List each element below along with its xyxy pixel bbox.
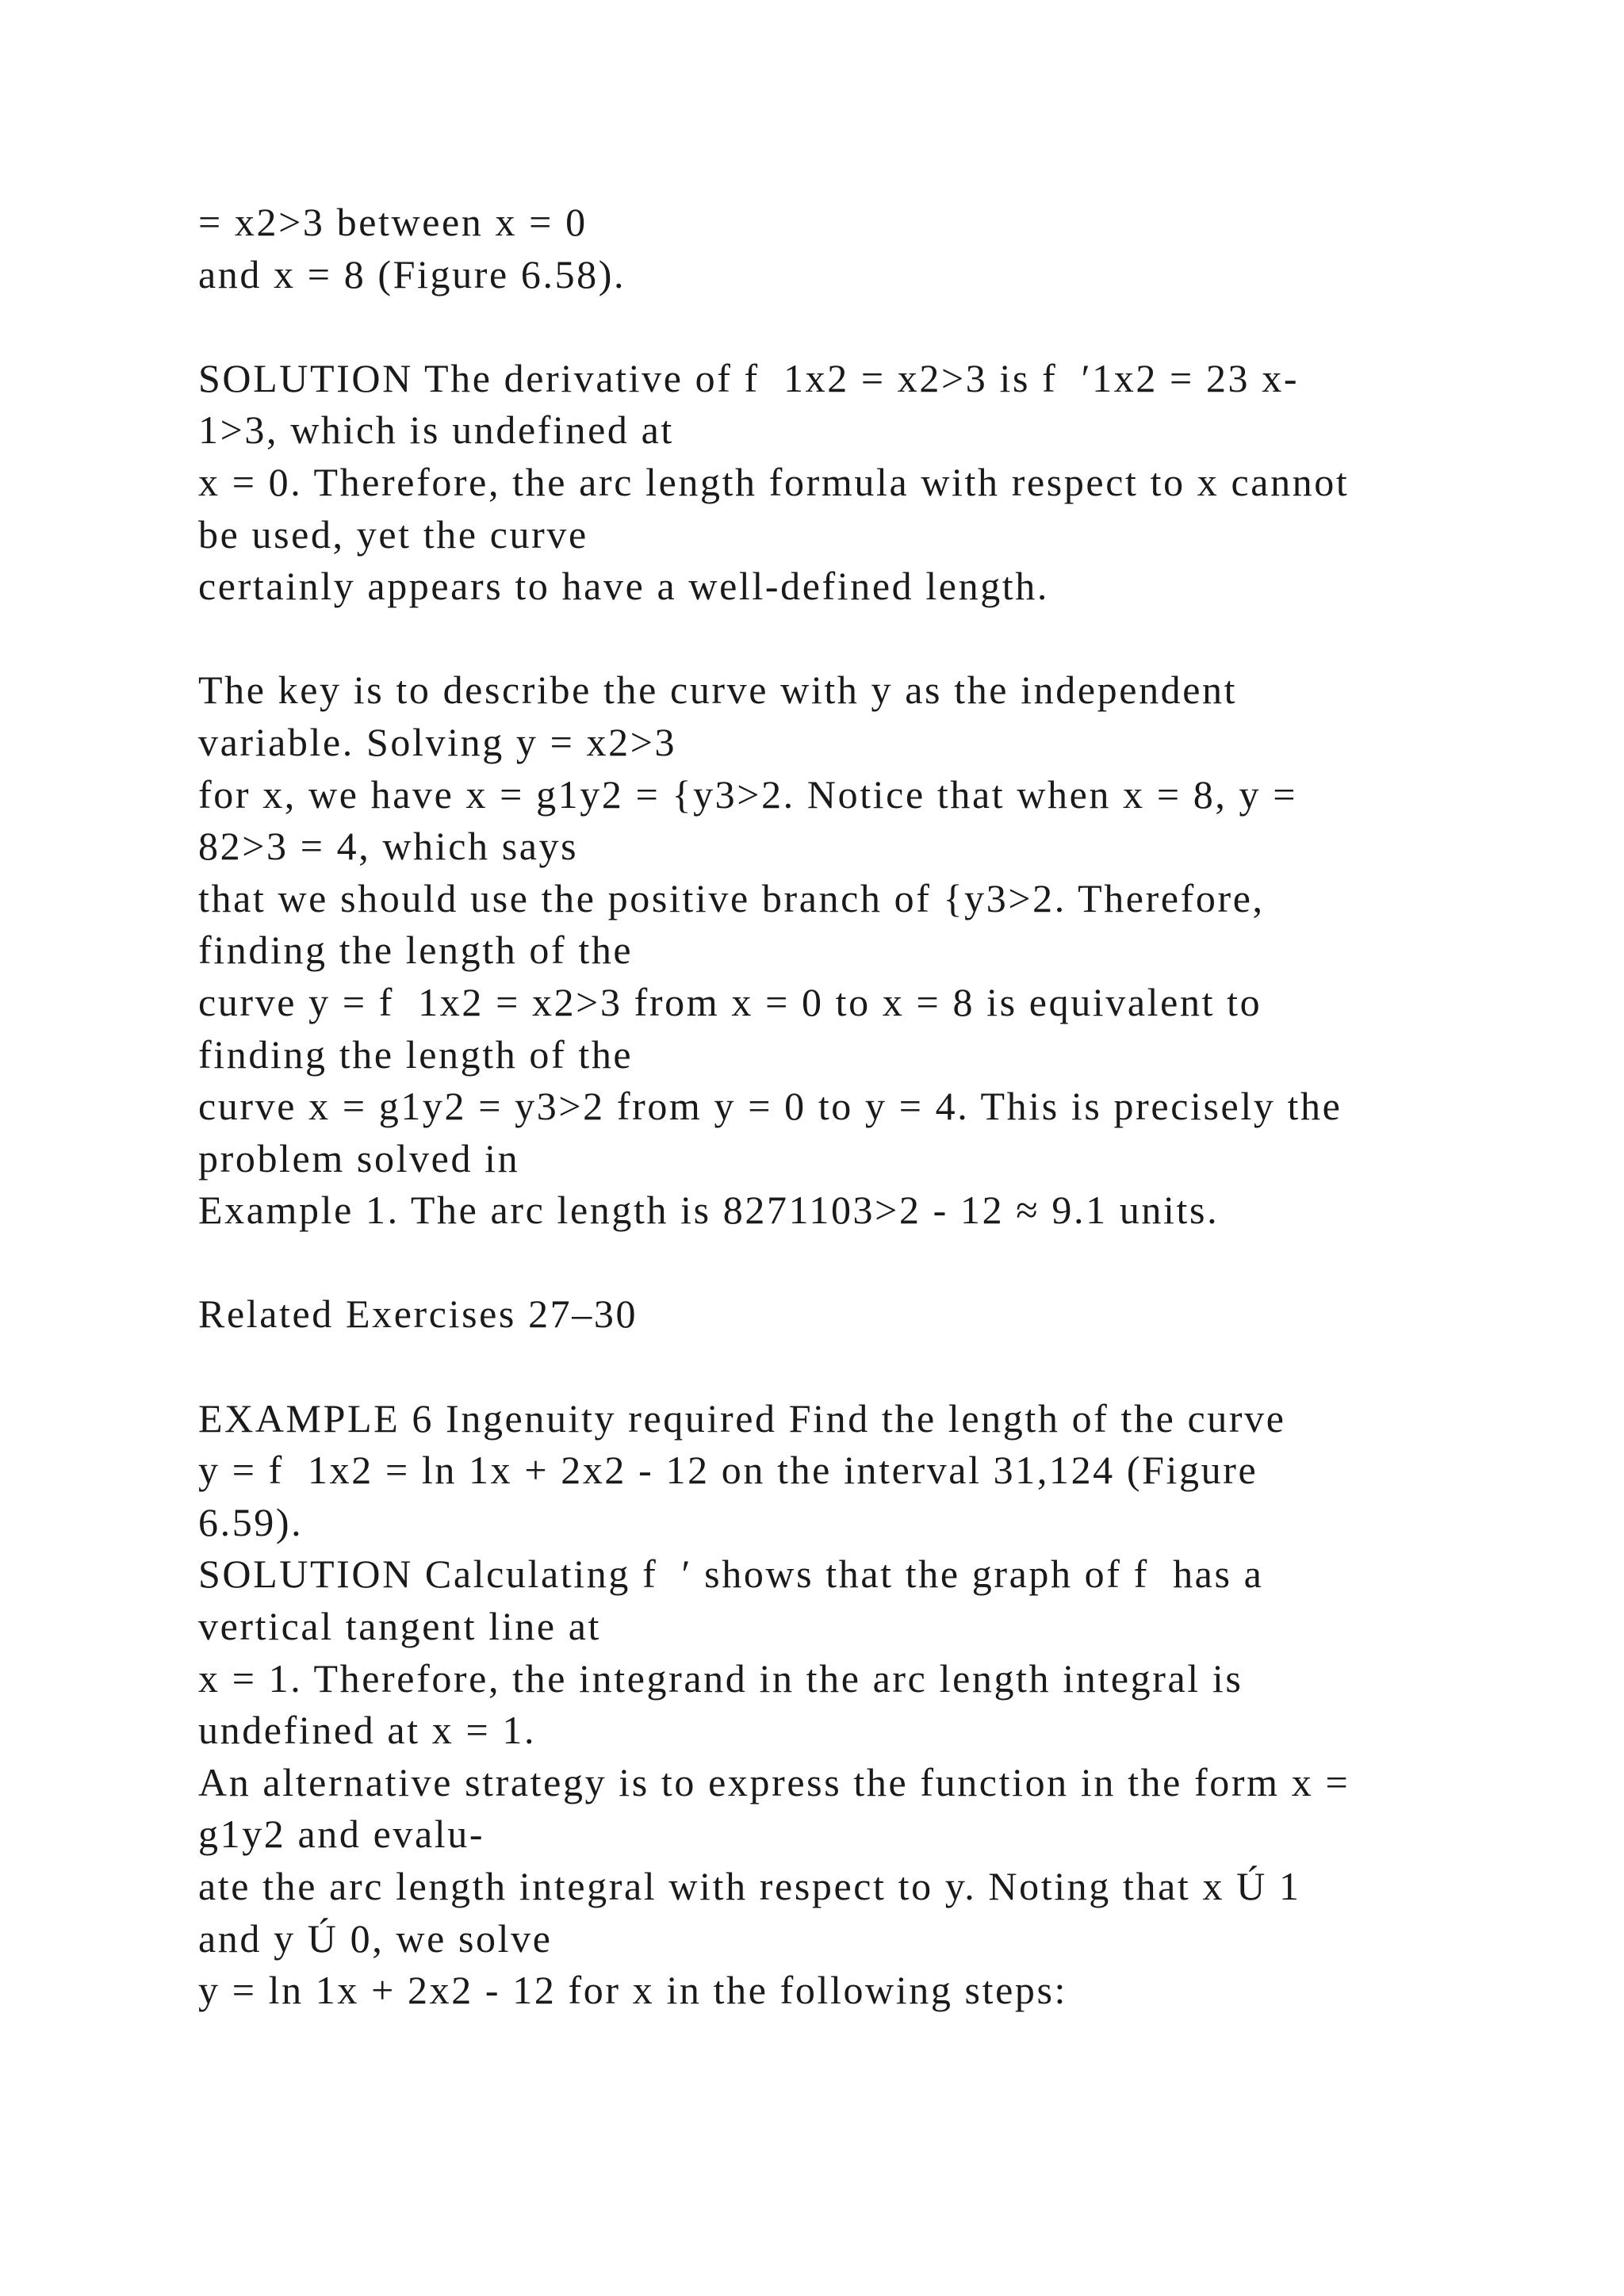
- text-line: variable. Solving y = x2>3: [198, 719, 677, 764]
- blank-line: [198, 300, 1530, 353]
- text-line: Example 1. The arc length is 8271103>2 - 12 ≈ 9.1 units.: [198, 1188, 1220, 1233]
- text-line: be used, yet the curve: [198, 511, 588, 557]
- text-line: curve x = g1y2 = y3>2 from y = 0 to y = 4. This is precisely the: [198, 1084, 1342, 1129]
- text-line: undefined at x = 1.: [198, 1708, 537, 1753]
- text-line: x = 0. Therefore, the arc length formula with respect to x cannot: [198, 459, 1350, 504]
- text-line: and y Ú 0, we solve: [198, 1915, 553, 1961]
- text-line: and x = 8 (Figure 6.58).: [198, 251, 626, 297]
- example-heading: EXAMPLE 6 Ingenuity required Find the length of the curve: [198, 1395, 1286, 1441]
- text-line: The key is to describe the curve with y as the independent: [198, 668, 1238, 713]
- text-line: for x, we have x = g1y2 = {y3>2. Notice that when x = 8, y =: [198, 771, 1298, 817]
- blank-line: [198, 1341, 1530, 1393]
- related-exercises: Related Exercises 27–30: [198, 1292, 638, 1337]
- document-text: [198, 197, 1530, 2017]
- text-line: ate the arc length integral with respect to y. Noting that x Ú 1: [198, 1864, 1301, 1908]
- text-line: vertical tangent line at: [198, 1604, 602, 1649]
- text-line: certainly appears to have a well-defined length.: [198, 564, 1049, 609]
- text-line: An alternative strategy is to express the function in the form x =: [198, 1759, 1350, 1804]
- text-line: = x2>3 between x = 0: [198, 200, 588, 244]
- text-line: 1>3, which is undefined at: [198, 408, 674, 453]
- text-line: curve y = f 1x2 = x2>3 from x = 0 to x = 8 is equivalent to: [198, 979, 1262, 1024]
- text-line: SOLUTION Calculating f ′ shows that the graph of f has a: [198, 1552, 1264, 1597]
- text-line: g1y2 and evalu-: [198, 1812, 485, 1857]
- text-line: y = ln 1x + 2x2 - 12 for x in the following steps:: [198, 1968, 1068, 2013]
- blank-line: [198, 1237, 1530, 1289]
- text-line: 82>3 = 4, which says: [198, 824, 579, 869]
- text-line: y = f 1x2 = ln 1x + 2x2 - 12 on the interval 31,124 (Figure: [198, 1448, 1258, 1493]
- blank-line: [198, 613, 1530, 665]
- text-line: problem solved in: [198, 1135, 520, 1181]
- text-line: finding the length of the: [198, 928, 634, 973]
- text-line: finding the length of the: [198, 1031, 634, 1077]
- text-line: SOLUTION The derivative of f 1x2 = x2>3 is f ′1x2 = 23 x-: [198, 355, 1300, 400]
- text-line: 6.59).: [198, 1499, 304, 1544]
- text-line: that we should use the positive branch of {y3>2. Therefore,: [198, 875, 1265, 920]
- text-line: x = 1. Therefore, the integrand in the arc length integral is: [198, 1655, 1243, 1701]
